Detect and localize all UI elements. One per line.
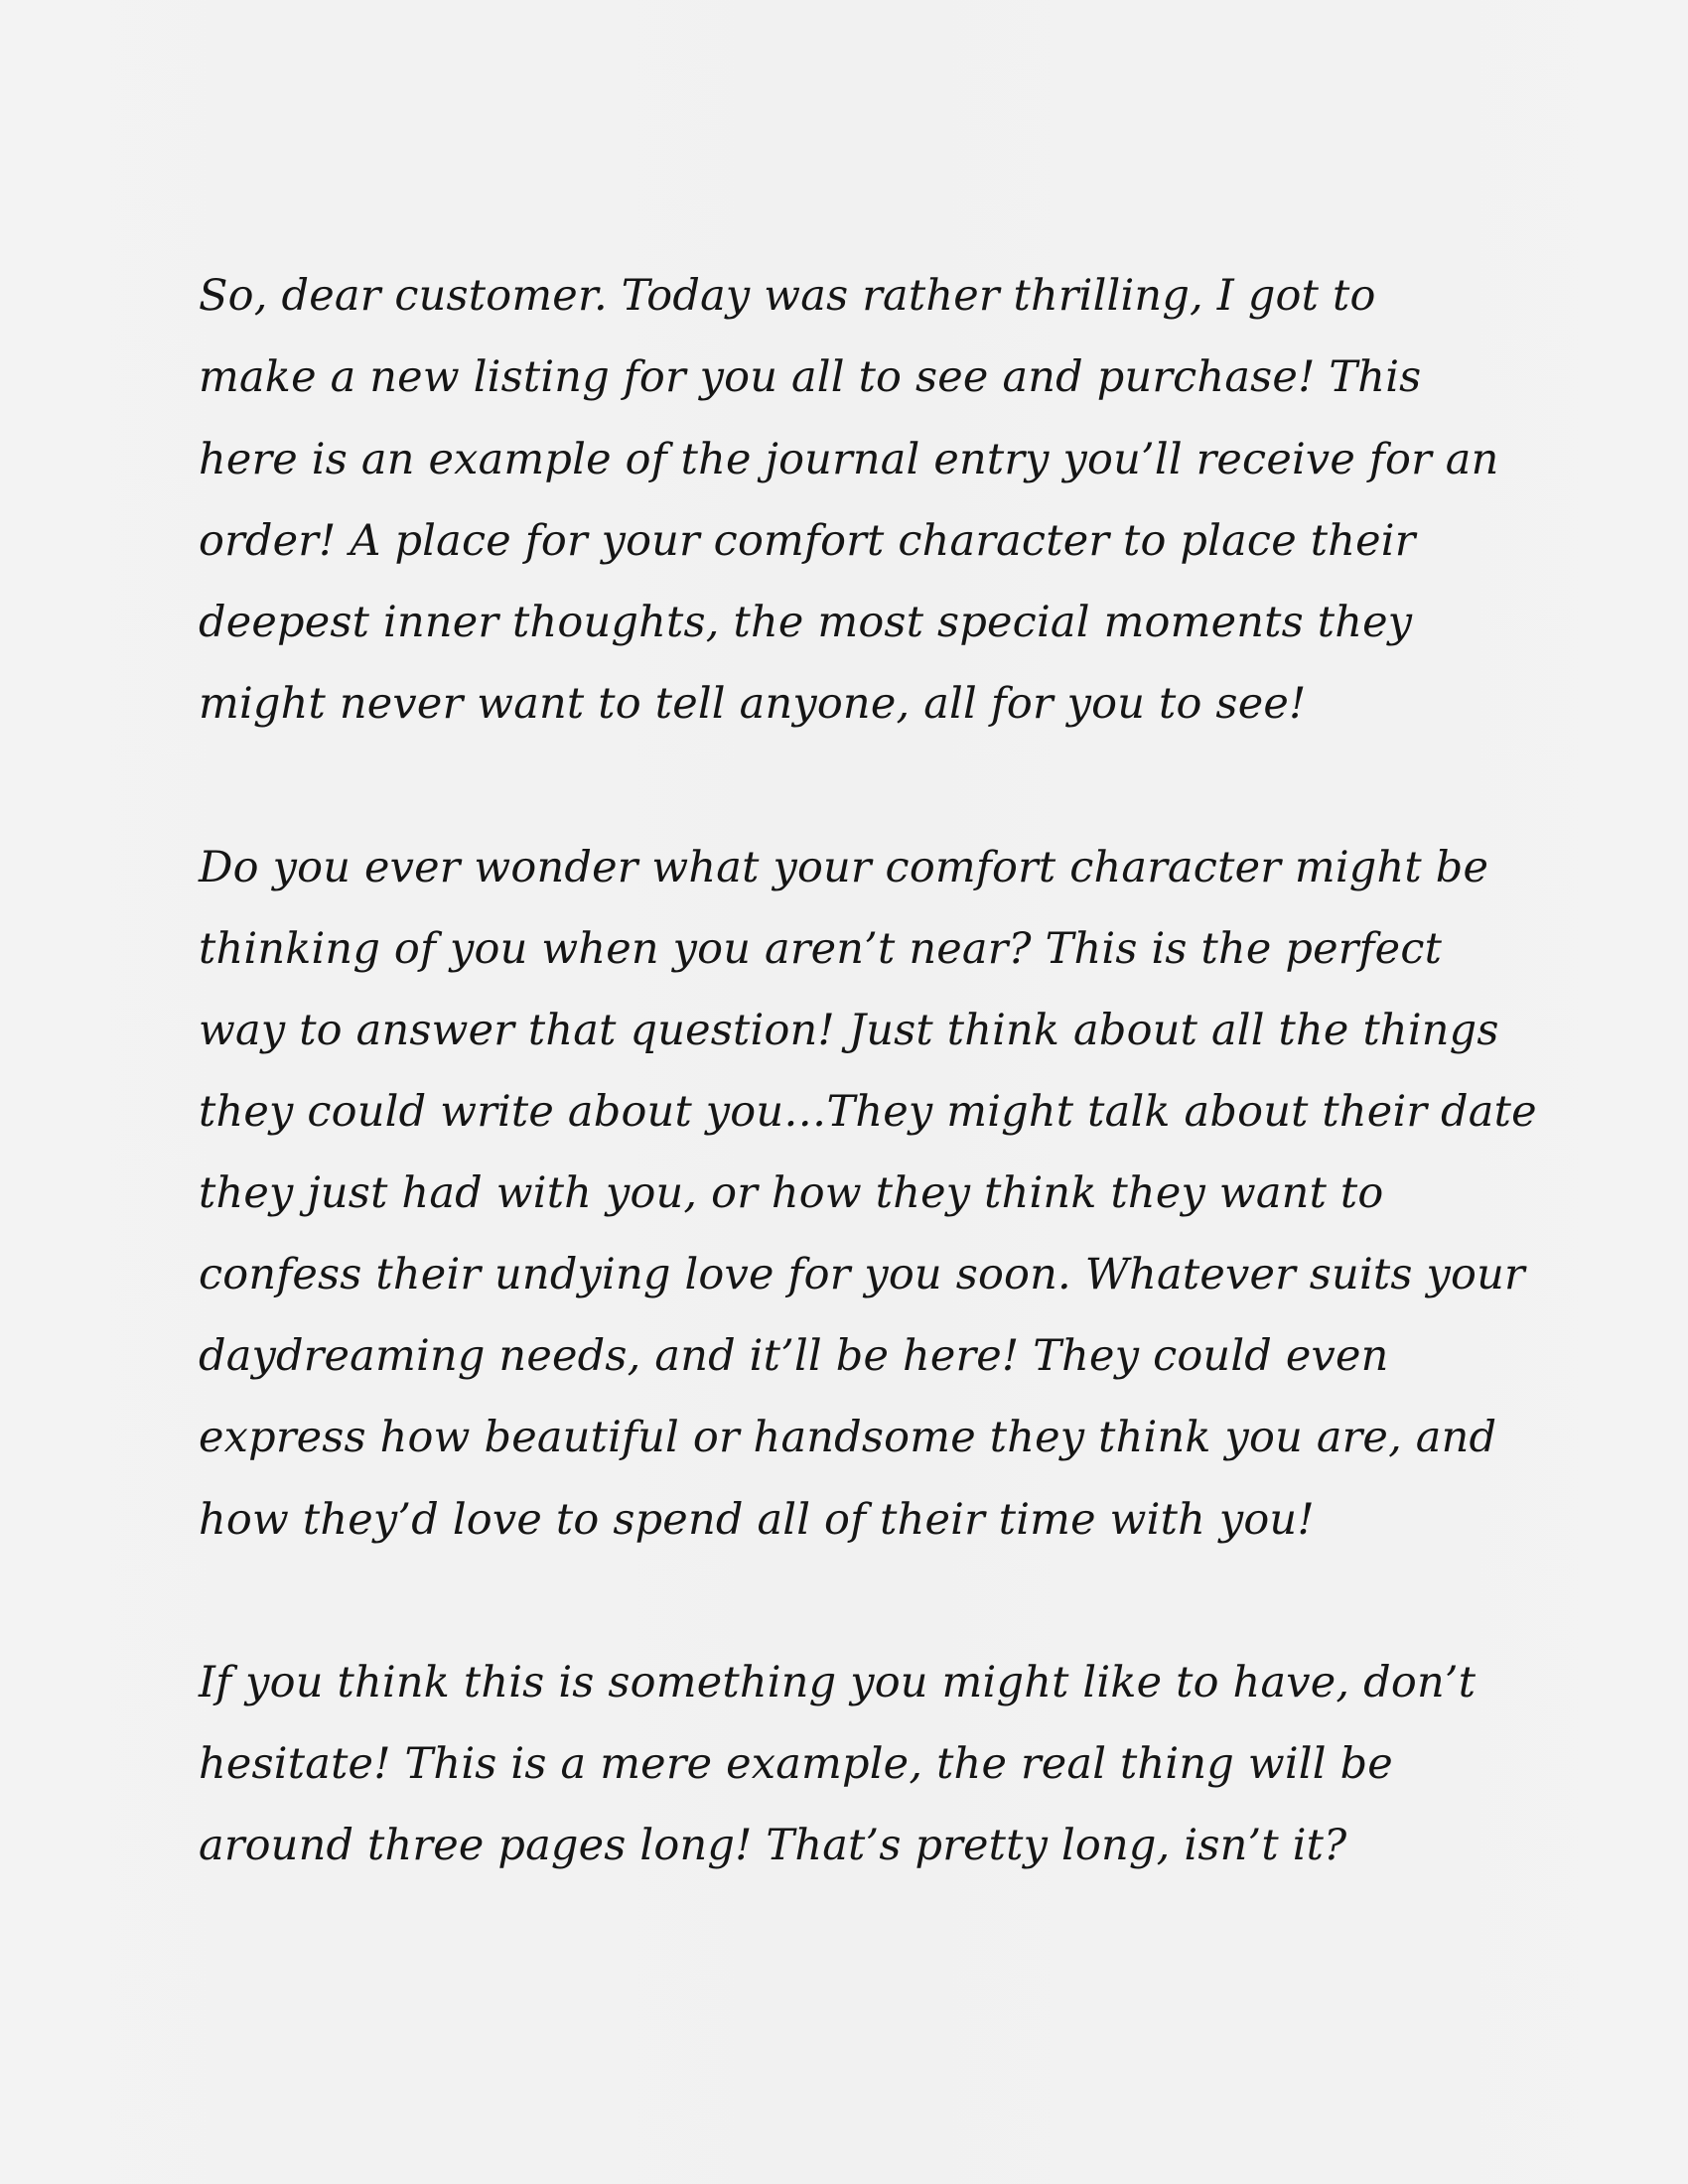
text-line: here is an example of the journal entry you’ll receive for an [199, 435, 1499, 484]
text-line: they just had with you, or how they think they want to [199, 1168, 1384, 1218]
text-line: confess their undying love for you soon. Whatever suits your [199, 1250, 1525, 1299]
text-line: Do you ever wonder what your comfort character might be [199, 843, 1489, 892]
text-line: deepest inner thoughts, the most special moments they [199, 598, 1413, 647]
text-line: hesitate! This is a mere example, the real thing will be [199, 1739, 1393, 1789]
text-line: how they’d love to spend all of their time with you! [199, 1495, 1315, 1545]
text-line: express how beautiful or handsome they think you are, and [199, 1413, 1497, 1462]
text-line: way to answer that question! Just think about all the things [199, 1006, 1499, 1055]
text-line: make a new listing for you all to see and purchase! This [199, 352, 1422, 402]
text-line: So, dear customer. Today was rather thrilling, I got to [199, 271, 1376, 321]
text-line: daydreaming needs, and it’ll be here! They could even [199, 1331, 1389, 1381]
text-line: thinking of you when you aren’t near? This is the perfect [199, 924, 1443, 974]
text-line: might never want to tell anyone, all for you to see! [199, 679, 1307, 729]
text-line: If you think this is something you might like to have, don’t [199, 1658, 1477, 1707]
text-line: order! A place for your comfort character to place their [199, 516, 1416, 566]
text-line: they could write about you…They might talk about their date [199, 1087, 1537, 1137]
text-line: around three pages long! That’s pretty long, isn’t it? [199, 1821, 1347, 1870]
